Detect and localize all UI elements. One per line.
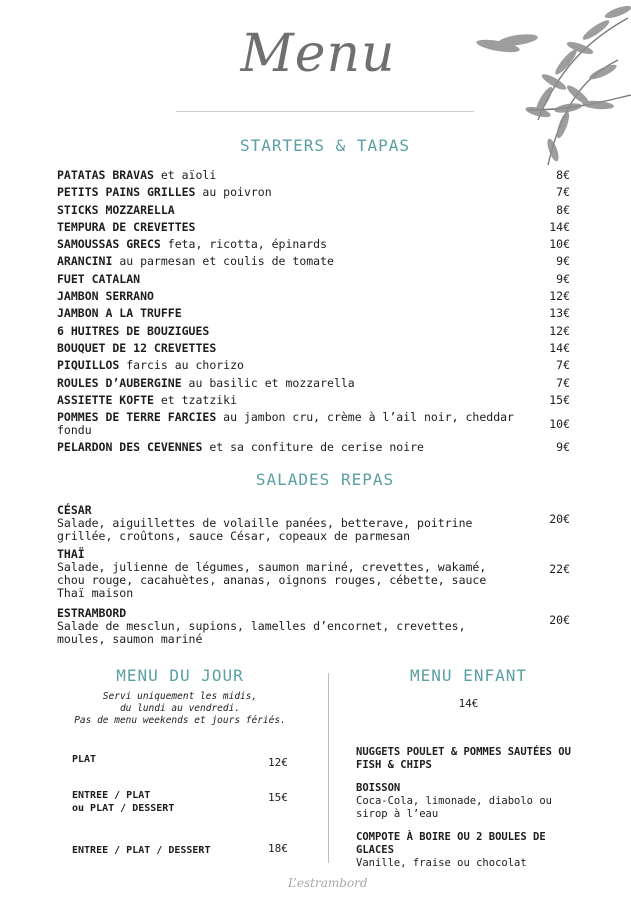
- item-name: PETITS PAINS GRILLES: [57, 185, 196, 200]
- salad-name: ESTRAMBORD: [57, 606, 127, 620]
- starter-item: [57, 255, 570, 268]
- item-name: SAMOUSSAS GRECS: [57, 237, 161, 252]
- salades-heading: SALADES REPAS: [255, 470, 395, 489]
- enfant-item-name: BOISSON: [356, 782, 401, 794]
- note-line: Pas de menu weekends et jours fériés.: [74, 715, 286, 726]
- salad-price: 20€: [549, 613, 570, 627]
- item-description: au poivron: [195, 185, 272, 200]
- item-name: STICKS MOZZARELLA: [57, 202, 175, 217]
- starter-item: [57, 290, 570, 303]
- item-price: 7€: [556, 185, 570, 200]
- item-price: 10€: [549, 237, 570, 252]
- item-name: PELARDON DES CEVENNES: [57, 440, 203, 455]
- item-price: 9€: [556, 440, 570, 455]
- starter-item: [57, 273, 570, 286]
- enfant-item-description: Vanille, fraise ou chocolat: [356, 857, 527, 869]
- item-price: 12€: [549, 289, 570, 304]
- salad-description: Salade, aiguillettes de volaille panées, betterave, poitrine grillée, croûtons, sauce César, copeaux de parmesan: [57, 516, 473, 543]
- salad-thai: [57, 548, 570, 600]
- title-divider: [176, 111, 474, 112]
- item-name: ARANCINI: [57, 254, 113, 269]
- note-line: Servi uniquement les midis,: [102, 691, 258, 702]
- enfant-item-plat: [356, 746, 571, 772]
- menu-enfant-heading: MENU ENFANT: [410, 666, 527, 685]
- item-price: 14€: [549, 340, 570, 355]
- item-name: PATATAS BRAVAS: [57, 168, 154, 182]
- item-price: 9€: [556, 271, 570, 286]
- salad-price: 20€: [549, 512, 570, 526]
- item-price: 8€: [556, 168, 570, 182]
- formula-plat: PLAT: [72, 754, 97, 765]
- column-divider: [328, 673, 329, 863]
- starter-item: [57, 394, 570, 407]
- item-description: farcis au chorizo: [119, 358, 244, 373]
- item-name: BOUQUET DE 12 CREVETTES: [57, 340, 217, 355]
- item-name: JAMBON A LA TRUFFE: [57, 306, 182, 321]
- item-price: 9€: [556, 254, 570, 269]
- item-name: JAMBON SERRANO: [57, 289, 154, 304]
- menu-enfant-price: 14€: [458, 697, 479, 710]
- item-name: PIQUILLOS: [57, 358, 120, 373]
- starter-item: [57, 359, 570, 372]
- starters-list: [57, 169, 570, 458]
- salad-description: Salade, julienne de légumes, saumon mariné, crevettes, wakamé, chou rouge, cacahuètes, ananas, oignons rouges, cébette, sauce Thaï maison: [57, 560, 487, 600]
- enfant-item-name: COMPOTE À BOIRE OU 2 BOULES DE GLACES: [356, 831, 546, 856]
- salad-cesar: [57, 504, 570, 543]
- restaurant-logo: L’estrambord: [288, 876, 368, 890]
- item-description: au basilic et mozzarella: [181, 375, 355, 390]
- salad-name: THAÏ: [57, 547, 85, 561]
- starter-item: [57, 342, 570, 355]
- item-price: 14€: [549, 219, 570, 234]
- item-name: ROULES D’AUBERGINE: [57, 375, 182, 390]
- starter-item: [57, 221, 570, 234]
- starter-item: [57, 411, 570, 437]
- salad-description: Salade de mesclun, supions, lamelles d’encornet, crevettes, moules, saumon mariné: [57, 619, 466, 646]
- enfant-item-boisson: [356, 782, 571, 821]
- note-line: du lundi au vendredi.: [119, 703, 241, 714]
- starter-item: [57, 377, 570, 390]
- starter-item: [57, 169, 570, 182]
- enfant-item-dessert: [356, 831, 571, 870]
- enfant-item-name: NUGGETS POULET & POMMES SAUTÉES OU FISH & CHIPS: [356, 746, 571, 771]
- item-description: et tzatziki: [153, 392, 238, 407]
- menu-du-jour-heading: MENU DU JOUR: [116, 666, 244, 685]
- salad-price: 22€: [549, 562, 570, 576]
- item-price: 13€: [549, 306, 570, 321]
- item-description: et sa confiture de cerise noire: [202, 440, 424, 455]
- formula-entree-plat-dessert: ENTREE / PLAT / DESSERT: [72, 845, 211, 856]
- starter-item: [57, 238, 570, 251]
- item-price: 8€: [556, 202, 570, 217]
- item-description: au jambon cru, crème à l’ail noir, cheddar fondu: [57, 410, 521, 438]
- item-description: au parmesan et coulis de tomate: [112, 254, 334, 269]
- formula-price: 15€: [268, 791, 288, 804]
- starter-item: [57, 325, 570, 338]
- item-price: 7€: [556, 358, 570, 373]
- item-description: feta, ricotta, épinards: [160, 237, 328, 252]
- item-description: et aïoli: [153, 168, 217, 182]
- starter-item: [57, 441, 570, 454]
- enfant-item-description: Coca-Cola, limonade, diabolo ou sirop à l’eau: [356, 795, 552, 820]
- starter-item: [57, 186, 570, 199]
- item-price: 7€: [556, 375, 570, 390]
- formula-price: 18€: [268, 842, 288, 855]
- menu-du-jour-note: [60, 691, 300, 727]
- starters-heading: STARTERS & TAPAS: [239, 136, 411, 155]
- item-name: FUET CATALAN: [57, 271, 141, 286]
- item-name: TEMPURA DE CREVETTES: [57, 219, 196, 234]
- salad-name: CÉSAR: [57, 503, 92, 517]
- item-name: POMMES DE TERRE FARCIES: [57, 410, 217, 425]
- formula-price: 12€: [268, 756, 288, 769]
- salad-estrambord: [57, 607, 570, 646]
- formula-entree-plat: ENTREE / PLAT ou PLAT / DESSERT: [72, 790, 175, 814]
- item-price: 15€: [549, 392, 570, 407]
- item-price: 10€: [549, 417, 570, 432]
- starter-item: [57, 307, 570, 320]
- olive-branch-illustration: [468, 0, 631, 170]
- menu-title: Menu: [240, 24, 396, 84]
- starter-item: [57, 204, 570, 217]
- item-name: 6 HUITRES DE BOUZIGUES: [57, 323, 210, 338]
- item-name: ASSIETTE KOFTE: [57, 392, 154, 407]
- item-price: 12€: [549, 323, 570, 338]
